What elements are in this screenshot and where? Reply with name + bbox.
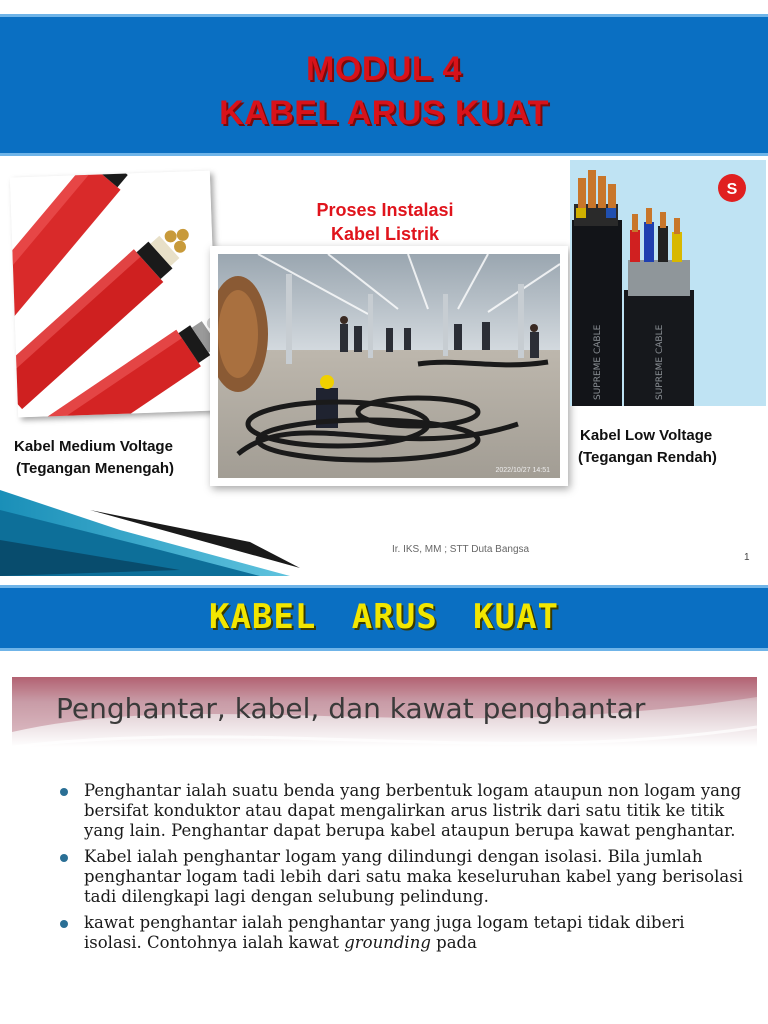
installation-site-illustration (218, 254, 560, 478)
bullet-dot-icon (60, 854, 68, 862)
installation-title-line-2: Kabel Listrik (330, 224, 440, 244)
installation-photo-title (250, 198, 520, 246)
content-slide-image (12, 677, 757, 1024)
cable-installation-photo (210, 246, 568, 486)
slide-1-title-line-2: KABEL ARUS KUAT (219, 94, 549, 132)
slide-footer: Ir. IKS, MM ; STT Duta Bangsa (392, 544, 530, 555)
bullet-item (56, 913, 746, 953)
slide-1-title-line-1: MODUL 4 (306, 50, 462, 88)
content-heading: Penghantar, kabel, dan kawat penghantar (56, 692, 646, 725)
low-voltage-cable-photo (570, 160, 766, 406)
bullet-text-tail: pada (430, 933, 477, 952)
brand-logo-letter: S (726, 181, 738, 198)
bullet-dot-icon (60, 920, 68, 928)
medium-voltage-cable-photo (10, 171, 218, 418)
bullet-item (56, 847, 746, 907)
slide-2-title: KABEL ARUS KUAT (208, 597, 560, 637)
bullet-list (56, 781, 746, 959)
photo-timestamp: 2022/10/27 14:51 (495, 467, 550, 474)
low-voltage-caption-line-1: Kabel Low Voltage (580, 427, 713, 444)
slide-2 (0, 585, 768, 1024)
low-voltage-cable-illustration (570, 160, 766, 406)
bullet-italic-term: grounding (344, 933, 431, 952)
bullet-text: Kabel ialah penghantar logam yang dilindungi dengan isolasi. Bila jumlah penghantar logam tadi lebih dari satu maka keseluruhan kabel yang berisolasi tadi dilengkapi lagi dengan selubung pelindung. (84, 847, 743, 906)
cable-print-left: SUPREME CABLE (593, 324, 603, 400)
bullet-text: Penghantar ialah suatu benda yang berbentuk logam ataupun non logam yang bersifat konduktor atau dapat mengalirkan arus listrik dari satu titik ke titik yang lain. Penghantar dapat berupa kabel ataupun berupa kawat penghantar. (84, 781, 742, 840)
decorative-swoosh (0, 470, 420, 576)
medium-voltage-cable-illustration (10, 171, 218, 418)
slide-1-title-banner (0, 14, 768, 156)
cable-print-right: SUPREME CABLE (655, 324, 665, 400)
low-voltage-caption-line-2: (Tegangan Rendah) (578, 449, 717, 466)
medium-voltage-caption-line-2: (Tegangan Menengah) (16, 460, 175, 477)
slide-page-number: 1 (744, 552, 750, 563)
bullet-item (56, 781, 746, 841)
installation-title-line-1: Proses Instalasi (316, 200, 454, 220)
bullet-text: kawat penghantar ialah penghantar yang juga logam tetapi tidak diberi isolasi. Contohnya ialah kawat (84, 913, 685, 952)
medium-voltage-caption-line-1: Kabel Medium Voltage (14, 438, 173, 455)
slide-2-title-banner (0, 585, 768, 651)
bullet-dot-icon (60, 788, 68, 796)
